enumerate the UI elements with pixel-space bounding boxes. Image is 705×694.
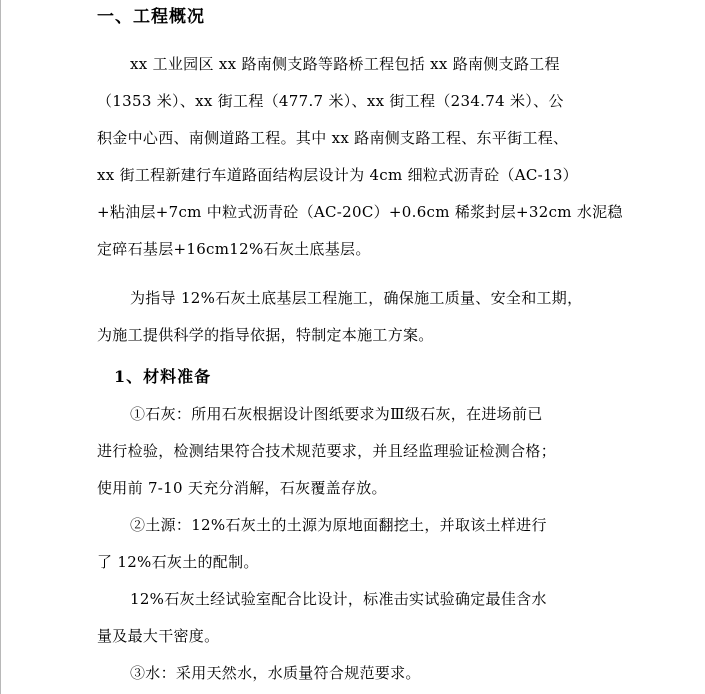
paragraph-lime — [97, 396, 605, 507]
paragraph-mix-design — [97, 581, 605, 655]
paragraph-line: 进行检验，检测结果符合技术规范要求，并且经监理验证检测合格； — [97, 442, 557, 460]
paragraph-line: 定碎石基层+16cm12%石灰土底基层。 — [97, 240, 371, 258]
paragraph-line: ②土源：12%石灰土的土源为原地面翻挖土，并取该土样进行 — [130, 516, 547, 534]
paragraph-line: 为指导 12%石灰土底基层工程施工，确保施工质量、安全和工期， — [130, 289, 583, 307]
paragraph-line: xx 工业园区 xx 路南侧支路等路桥工程包括 xx 路南侧支路工程 — [130, 55, 560, 73]
paragraph-soil-source — [97, 507, 605, 581]
paragraph-line: +粘油层+7cm 中粒式沥青砼（AC-20C）+0.6cm 稀浆封层+32cm 水泥稳 — [97, 203, 623, 221]
paragraph-purpose — [97, 280, 605, 354]
paragraph-line: ③水：采用天然水，水质量符合规范要求。 — [130, 664, 421, 682]
section-heading-material-preparation: 1、材料准备 — [114, 367, 212, 386]
paragraph-project-scope — [97, 46, 623, 268]
paragraph-line: ①石灰：所用石灰根据设计图纸要求为Ⅲ级石灰，在进场前已 — [130, 405, 543, 423]
paragraph-line: xx 街工程新建行车道路面结构层设计为 4cm 细粒式沥青砼（AC-13） — [97, 166, 578, 184]
paragraph-line: 量及最大干密度。 — [97, 627, 220, 645]
paragraph-line: 使用前 7-10 天充分消解，石灰覆盖存放。 — [97, 479, 387, 497]
paragraph-line: 了 12%石灰土的配制。 — [97, 553, 259, 571]
paragraph-line: 积金中心西、南侧道路工程。其中 xx 路南侧支路工程、东平街工程、 — [97, 129, 569, 147]
section-heading-project-overview: 一、工程概况 — [97, 7, 205, 27]
document-body — [97, 0, 623, 692]
paragraph-water — [97, 655, 605, 692]
page-left-edge — [0, 0, 1, 694]
paragraph-line: 12%石灰土经试验室配合比设计，标准击实试验确定最佳含水 — [130, 590, 547, 608]
paragraph-line: （1353 米）、xx 街工程（477.7 米）、xx 街工程（234.74 米）、公 — [97, 92, 564, 110]
paragraph-line: 为施工提供科学的指导依据，特制定本施工方案。 — [97, 326, 434, 344]
